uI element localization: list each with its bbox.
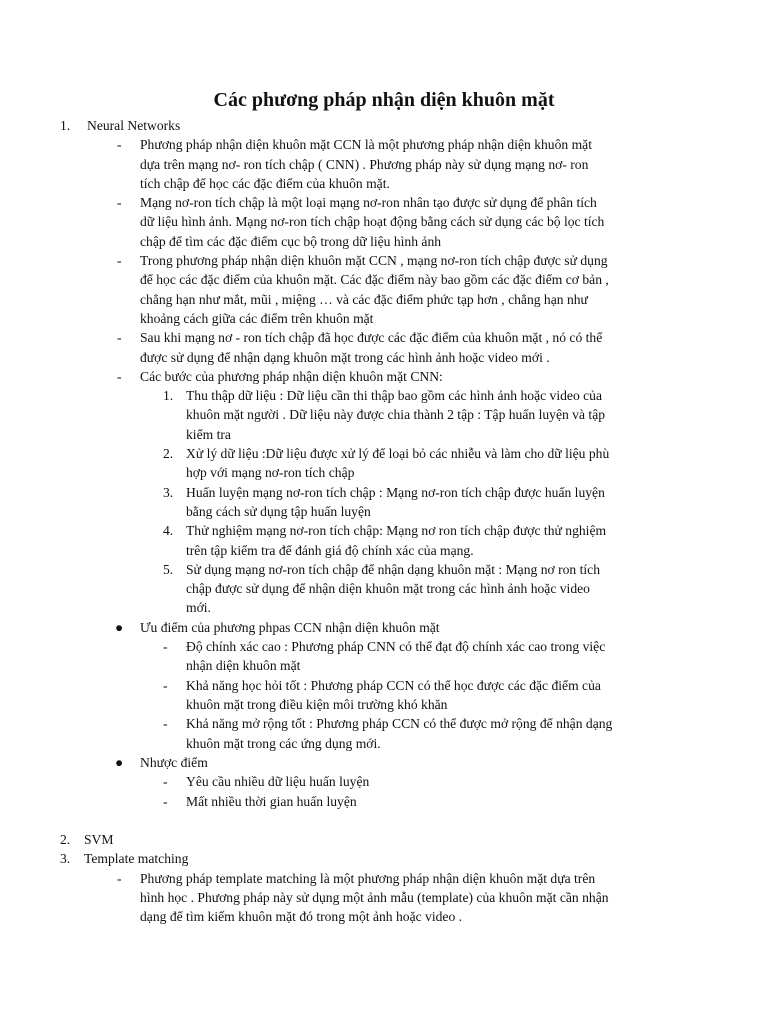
text-line: kiểm tra [186,426,231,442]
text-line: bằng cách sử dụng tập huấn luyện [186,503,371,519]
section-number: 3. [60,851,71,867]
cons-heading [140,753,208,772]
bullet-marker: ● [115,619,124,635]
list-item [140,135,592,193]
text-line: hình học . Phương pháp này sử dụng một ảnh mẫu (template) của khuôn mặt cần nhận [140,889,609,905]
step-number: 3. [163,484,174,500]
list-item [140,328,602,367]
text-line: dựa trên mạng nơ- ron tích chập ( CNN) . Phương pháp này sử dụng mạng nơ- ron [140,156,589,172]
section-heading [87,116,180,135]
text-line: Thử nghiệm mạng nơ-ron tích chập: Mạng nơ ron tích chập được thử nghiệm [186,523,607,539]
dash-marker: - [117,330,122,346]
dash-marker: - [163,793,168,809]
text-line: để học các đặc điểm của khuôn mặt. Các đặc điểm này bao gồm các đặc điểm cơ bản , [140,272,609,288]
text-line: hợp với mạng nơ-ron tích chập [186,465,355,481]
cons-item [186,792,357,811]
text-line: chẳng hạn như mắt, mũi , miệng … và các đặc điểm phức tạp hơn , chẳng hạn như [140,291,588,307]
step-item [186,521,606,560]
text-line: khuôn mặt người . Dữ liệu này được chia thành 2 tập : Tập huấn luyện và tập [186,407,606,423]
text-line: Xử lý dữ liệu :Dữ liệu được xử lý để loại bỏ các nhiễu và làm cho dữ liệu phù [186,446,610,462]
section-heading [84,849,188,868]
section-heading [84,830,113,849]
text-line: dạng để tìm kiếm khuôn mặt đó trong một ảnh hoặc video . [140,909,463,925]
pros-item [186,637,605,676]
text-line: Huấn luyện mạng nơ-ron tích chập : Mạng nơ-ron tích chập được huấn luyện [186,484,605,500]
list-item [140,193,604,251]
text-line: Khả năng học hỏi tốt : Phương pháp CCN có thể học được các đặc điểm của [186,677,601,693]
text-line: Yêu cầu nhiều dữ liệu huấn luyện [186,774,370,790]
dash-marker: - [117,195,122,211]
dash-marker: - [117,137,122,153]
step-number: 5. [163,561,174,577]
text-line: Trong phương pháp nhận diện khuôn mặt CCN , mạng nơ-ron tích chập được sử dụng [140,253,608,269]
cons-item [186,772,369,791]
list-item [140,251,609,328]
pros-item [186,714,612,753]
text-line: Neural Networks [87,118,181,133]
step-item [186,386,605,444]
text-line: Phương pháp nhận diện khuôn mặt CCN là một phương pháp nhận diện khuôn mặt [140,137,592,153]
text-line: khoảng cách giữa các điểm trên khuôn mặt [140,310,374,326]
text-line: Sử dụng mạng nơ-ron tích chập để nhận dạng khuôn mặt : Mạng nơ ron tích [186,561,600,577]
text-line: nhận diện khuôn mặt [186,658,301,674]
text-line: chập được sử dụng để nhận diện khuôn mặt trong các hình ảnh hoặc video [186,581,590,597]
step-item [186,483,605,522]
pros-heading [140,618,440,637]
step-item [186,560,600,618]
text-line: mới. [186,600,211,616]
text-line: Nhược điểm [140,754,208,770]
document-title: Các phương pháp nhận diện khuôn mặt [213,89,555,111]
dash-marker: - [163,716,168,732]
pros-item [186,676,601,715]
dash-marker: - [163,677,168,693]
text-line: Các bước của phương pháp nhận diện khuôn mặt CNN: [140,368,443,384]
text-line: Khả năng mở rộng tốt : Phương pháp CCN có thể được mở rộng để nhận dạng [186,716,613,732]
dash-marker: - [117,870,122,886]
dash-marker: - [117,253,122,269]
text-line: Sau khi mạng nơ - ron tích chập đã học được các đặc điểm của khuôn mặt , nó có thể [140,330,603,346]
dash-marker: - [117,368,122,384]
text-line: được sử dụng để nhận dạng khuôn mặt trong các hình ảnh hoặc video mới . [140,349,550,365]
section-number: 2. [60,832,71,848]
text-line: Template matching [84,851,189,867]
text-line: khuôn mặt trong điều kiện môi trường khó khăn [186,696,448,712]
text-line: trên tập kiểm tra để đánh giá độ chính xác của mạng. [186,542,474,558]
text-line: SVM [84,832,114,848]
step-number: 4. [163,523,174,539]
text-line: Thu thập dữ liệu : Dữ liệu cần thi thập bao gồm các hình ảnh hoặc video của [186,388,603,404]
text-line: chập để tìm các đặc điểm cục bộ trong dữ liệu hình ảnh [140,233,442,249]
text-line: Phương pháp template matching là một phương pháp nhận diện khuôn mặt dựa trên [140,870,596,886]
step-item [186,444,609,483]
dash-marker: - [163,639,168,655]
step-number: 1. [163,388,174,404]
text-line: Mạng nơ-ron tích chập là một loại mạng nơ-ron nhân tạo được sử dụng để phân tích [140,195,597,211]
list-item [140,869,609,927]
section-number: 1. [60,118,71,133]
dash-marker: - [163,774,168,790]
list-item [140,367,443,386]
text-line: dữ liệu hình ảnh. Mạng nơ-ron tích chập hoạt động bằng cách sử dụng các bộ lọc tích [140,214,605,230]
text-line: Độ chính xác cao : Phương pháp CNN có thể đạt độ chính xác cao trong việc [186,639,606,655]
text-line: Mất nhiều thời gian huấn luyện [186,793,357,809]
text-line: tích chập để học các đặc điểm của khuôn mặt. [140,175,390,191]
text-line: khuôn mặt trong các ứng dụng mới. [186,735,381,751]
text-line: Ưu điểm của phương phpas CCN nhận diện khuôn mặt [140,619,440,635]
bullet-marker: ● [115,754,124,770]
step-number: 2. [163,446,174,462]
